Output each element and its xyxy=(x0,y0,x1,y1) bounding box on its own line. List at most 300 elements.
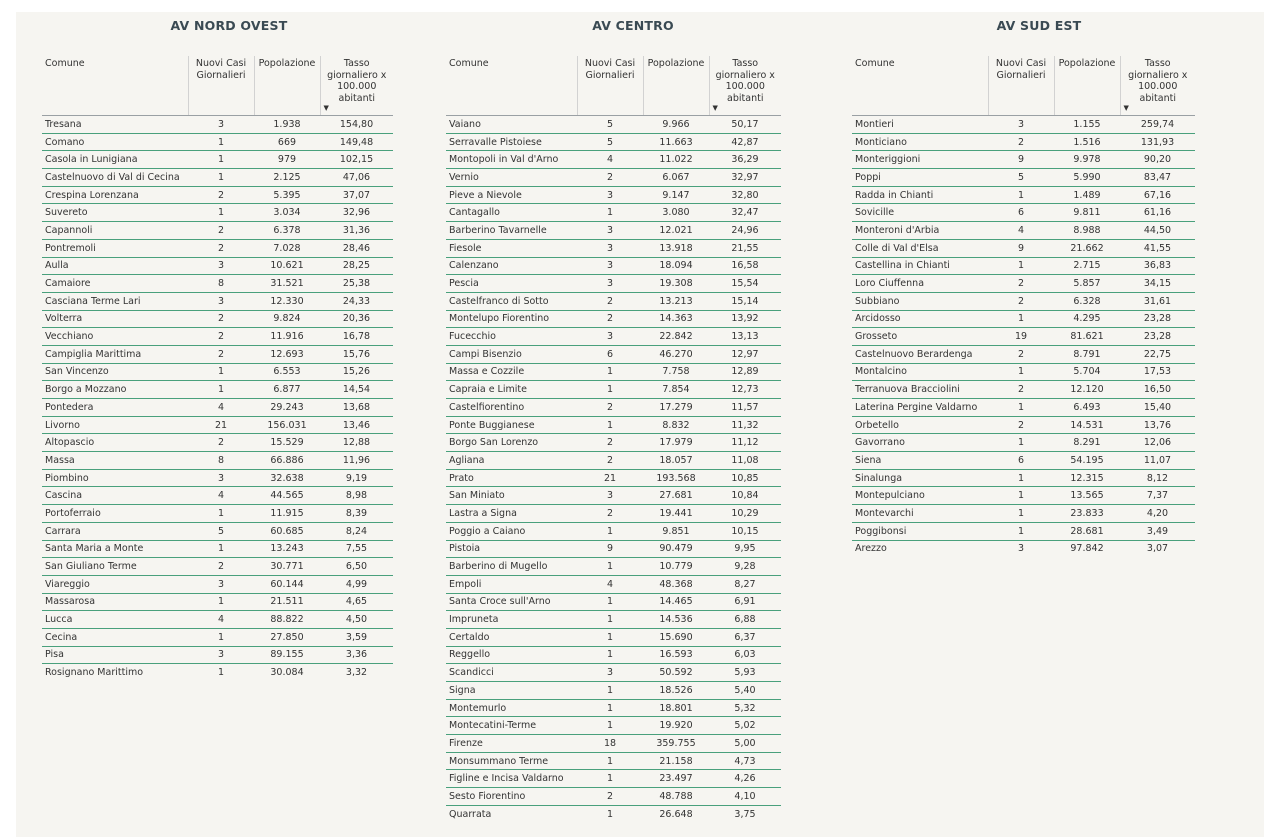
cell-nuovi-casi: 1 xyxy=(188,204,254,222)
cell-nuovi-casi: 1 xyxy=(988,310,1054,328)
cell-comune: Montelupo Fiorentino xyxy=(446,310,577,328)
table-row[interactable] xyxy=(42,558,393,576)
cell-popolazione: 12.693 xyxy=(254,345,320,363)
cell-nuovi-casi: 2 xyxy=(577,399,643,417)
cell-comune: Campi Bisenzio xyxy=(446,345,577,363)
cell-comune: Poggio a Caiano xyxy=(446,522,577,540)
table-row[interactable] xyxy=(446,328,781,346)
cell-nuovi-casi: 2 xyxy=(577,292,643,310)
cell-comune: Suvereto xyxy=(42,204,188,222)
table-row[interactable] xyxy=(446,788,781,806)
header-nuovi-casi[interactable]: Nuovi Casi Giornalieri xyxy=(988,56,1054,116)
table-row[interactable] xyxy=(446,540,781,558)
table-row[interactable] xyxy=(852,169,1195,187)
table-row[interactable] xyxy=(446,381,781,399)
table-row[interactable] xyxy=(42,399,393,417)
cell-nuovi-casi: 2 xyxy=(988,345,1054,363)
header-tasso-label: Tasso giornaliero x 100.000 abitanti xyxy=(1128,58,1188,104)
cell-comune: Comano xyxy=(42,133,188,151)
cell-popolazione: 5.704 xyxy=(1054,363,1120,381)
cell-popolazione: 11.916 xyxy=(254,328,320,346)
cell-nuovi-casi: 2 xyxy=(988,416,1054,434)
table-row[interactable] xyxy=(852,505,1195,523)
table-row[interactable] xyxy=(42,664,393,681)
table-row[interactable] xyxy=(42,116,393,134)
table-row[interactable] xyxy=(852,434,1195,452)
table-row[interactable] xyxy=(446,752,781,770)
cell-nuovi-casi: 1 xyxy=(188,363,254,381)
cell-tasso: 83,47 xyxy=(1120,169,1195,187)
cell-tasso: 8,39 xyxy=(320,505,393,523)
cell-popolazione: 2.125 xyxy=(254,169,320,187)
table-row[interactable] xyxy=(446,257,781,275)
cell-tasso: 259,74 xyxy=(1120,116,1195,134)
cell-popolazione: 14.531 xyxy=(1054,416,1120,434)
cell-nuovi-casi: 5 xyxy=(188,522,254,540)
cell-nuovi-casi: 2 xyxy=(577,310,643,328)
table-row[interactable] xyxy=(446,699,781,717)
cell-tasso: 4,10 xyxy=(709,788,781,806)
table-row[interactable] xyxy=(446,487,781,505)
table-header-row xyxy=(852,56,1195,116)
cell-popolazione: 30.771 xyxy=(254,558,320,576)
table-row[interactable] xyxy=(446,717,781,735)
cell-nuovi-casi: 3 xyxy=(577,275,643,293)
cell-comune: San Vincenzo xyxy=(42,363,188,381)
cell-comune: Pieve a Nievole xyxy=(446,186,577,204)
table-row[interactable] xyxy=(852,151,1195,169)
cell-popolazione: 18.526 xyxy=(643,682,709,700)
table-row[interactable] xyxy=(42,434,393,452)
table-row[interactable] xyxy=(42,593,393,611)
cell-nuovi-casi: 1 xyxy=(577,699,643,717)
cell-comune: Montalcino xyxy=(852,363,988,381)
table-row[interactable] xyxy=(42,222,393,240)
cell-nuovi-casi: 2 xyxy=(988,133,1054,151)
table-row[interactable] xyxy=(852,522,1195,540)
table-row[interactable] xyxy=(42,416,393,434)
table-row[interactable] xyxy=(42,628,393,646)
cell-tasso: 67,16 xyxy=(1120,186,1195,204)
table-row[interactable] xyxy=(42,646,393,664)
header-tasso[interactable] xyxy=(1120,56,1195,116)
cell-popolazione: 19.441 xyxy=(643,505,709,523)
cell-popolazione: 66.886 xyxy=(254,452,320,470)
cell-comune: Vaiano xyxy=(446,116,577,134)
table-row[interactable] xyxy=(446,239,781,257)
table-row[interactable] xyxy=(446,434,781,452)
table-row[interactable] xyxy=(852,381,1195,399)
cell-tasso: 36,83 xyxy=(1120,257,1195,275)
header-tasso[interactable] xyxy=(320,56,393,116)
table-row[interactable] xyxy=(852,204,1195,222)
table-row[interactable] xyxy=(42,292,393,310)
cell-comune: Siena xyxy=(852,452,988,470)
cell-tasso: 10,29 xyxy=(709,505,781,523)
cell-popolazione: 1.516 xyxy=(1054,133,1120,151)
table-row[interactable] xyxy=(446,204,781,222)
table-row[interactable] xyxy=(446,452,781,470)
table-row[interactable] xyxy=(852,239,1195,257)
table-row[interactable] xyxy=(852,540,1195,557)
cell-nuovi-casi: 1 xyxy=(188,505,254,523)
cell-popolazione: 7.758 xyxy=(643,363,709,381)
cell-nuovi-casi: 18 xyxy=(577,735,643,753)
cell-comune: Portoferraio xyxy=(42,505,188,523)
table-row[interactable] xyxy=(446,646,781,664)
table-row[interactable] xyxy=(852,116,1195,134)
cell-popolazione: 90.479 xyxy=(643,540,709,558)
table-row[interactable] xyxy=(446,399,781,417)
table-row[interactable] xyxy=(42,345,393,363)
header-tasso-label: Tasso giornaliero x 100.000 abitanti xyxy=(327,58,387,104)
header-comune[interactable]: Comune xyxy=(446,56,577,116)
cell-comune: Terranuova Bracciolini xyxy=(852,381,988,399)
cell-nuovi-casi: 3 xyxy=(188,646,254,664)
cell-popolazione: 30.084 xyxy=(270,667,304,679)
header-tasso-label: Tasso giornaliero x 100.000 abitanti xyxy=(715,58,775,104)
cell-tasso: 23,28 xyxy=(1120,328,1195,346)
cell-tasso: 13,68 xyxy=(320,399,393,417)
cell-popolazione: 359.755 xyxy=(643,735,709,753)
cell-nuovi-casi: 3 xyxy=(577,239,643,257)
cell-nuovi-casi: 2 xyxy=(577,434,643,452)
cell-popolazione: 8.791 xyxy=(1054,345,1120,363)
cell-popolazione: 7.028 xyxy=(254,239,320,257)
cell-popolazione: 1.155 xyxy=(1054,116,1120,134)
cell-tasso: 7,55 xyxy=(320,540,393,558)
cell-nuovi-casi: 1 xyxy=(988,399,1054,417)
cell-popolazione: 21.662 xyxy=(1054,239,1120,257)
table-row[interactable] xyxy=(446,469,781,487)
cell-popolazione: 1.489 xyxy=(1054,186,1120,204)
table-row[interactable] xyxy=(42,257,393,275)
cell-nuovi-casi: 1 xyxy=(577,416,643,434)
cell-popolazione: 12.330 xyxy=(254,292,320,310)
cell-comune: Colle di Val d'Elsa xyxy=(852,239,988,257)
table-row[interactable] xyxy=(446,222,781,240)
table-row[interactable] xyxy=(446,363,781,381)
cell-tasso: 28,46 xyxy=(320,239,393,257)
table-row[interactable] xyxy=(42,169,393,187)
cell-nuovi-casi: 5 xyxy=(988,169,1054,187)
cell-popolazione: 10.621 xyxy=(254,257,320,275)
cell-tasso: 12,06 xyxy=(1120,434,1195,452)
cell-tasso: 5,40 xyxy=(709,682,781,700)
cell-comune: Lastra a Signa xyxy=(446,505,577,523)
cell-tasso: 6,88 xyxy=(709,611,781,629)
cell-popolazione: 60.685 xyxy=(254,522,320,540)
table-row[interactable] xyxy=(42,204,393,222)
cell-nuovi-casi: 3 xyxy=(188,257,254,275)
cell-comune: Volterra xyxy=(42,310,188,328)
table-row[interactable] xyxy=(446,611,781,629)
cell-tasso: 15,40 xyxy=(1120,399,1195,417)
table-row[interactable] xyxy=(852,469,1195,487)
cell-popolazione: 6.877 xyxy=(254,381,320,399)
region-title: AV NORD OVEST xyxy=(170,18,288,33)
cell-tasso: 15,54 xyxy=(709,275,781,293)
cell-tasso: 10,15 xyxy=(709,522,781,540)
cell-tasso: 5,93 xyxy=(709,664,781,682)
cell-nuovi-casi: 9 xyxy=(988,151,1054,169)
header-comune[interactable]: Comune xyxy=(852,56,988,116)
table-row[interactable] xyxy=(42,239,393,257)
cell-popolazione: 22.842 xyxy=(643,328,709,346)
cell-tasso: 4,73 xyxy=(709,752,781,770)
cell-popolazione: 9.811 xyxy=(1054,204,1120,222)
cell-comune: Reggello xyxy=(446,646,577,664)
cell-nuovi-casi: 6 xyxy=(577,345,643,363)
cell-tasso: 47,06 xyxy=(320,169,393,187)
cell-nuovi-casi: 1 xyxy=(577,646,643,664)
cell-comune: Casola in Lunigiana xyxy=(42,151,188,169)
cell-comune: Grosseto xyxy=(852,328,988,346)
cell-nuovi-casi: 1 xyxy=(577,611,643,629)
cell-comune: Sesto Fiorentino xyxy=(446,788,577,806)
cell-tasso: 6,03 xyxy=(709,646,781,664)
table-row[interactable] xyxy=(42,381,393,399)
cell-comune: Casciana Terme Lari xyxy=(42,292,188,310)
table-row[interactable] xyxy=(446,416,781,434)
comuni-table xyxy=(852,56,1195,557)
table-row[interactable] xyxy=(446,682,781,700)
cell-popolazione: 4.295 xyxy=(1054,310,1120,328)
cell-comune: Barberino di Mugello xyxy=(446,558,577,576)
sort-desc-icon[interactable]: ▼ xyxy=(323,104,329,112)
table-row[interactable] xyxy=(446,628,781,646)
cell-nuovi-casi: 1 xyxy=(188,151,254,169)
table-row[interactable] xyxy=(852,363,1195,381)
header-nuovi-casi[interactable]: Nuovi Casi Giornalieri xyxy=(577,56,643,116)
cell-tasso: 50,17 xyxy=(709,116,781,134)
cell-comune: Scandicci xyxy=(446,664,577,682)
cell-comune: San Giuliano Terme xyxy=(42,558,188,576)
table-row[interactable] xyxy=(42,540,393,558)
table-row[interactable] xyxy=(852,345,1195,363)
header-tasso[interactable] xyxy=(709,56,781,116)
cell-nuovi-casi: 3 xyxy=(577,186,643,204)
cell-popolazione: 15.529 xyxy=(254,434,320,452)
cell-comune: Quarrata xyxy=(449,808,492,820)
cell-comune: Lucca xyxy=(42,611,188,629)
table-row[interactable] xyxy=(42,487,393,505)
cell-tasso: 15,26 xyxy=(320,363,393,381)
cell-tasso: 23,28 xyxy=(1120,310,1195,328)
cell-nuovi-casi: 4 xyxy=(188,487,254,505)
cell-popolazione: 8.832 xyxy=(643,416,709,434)
cell-comune: Altopascio xyxy=(42,434,188,452)
table-row[interactable] xyxy=(852,222,1195,240)
header-popolazione[interactable]: Popolazione xyxy=(643,56,709,116)
cell-nuovi-casi: 3 xyxy=(188,575,254,593)
sort-desc-icon[interactable]: ▼ xyxy=(712,104,718,112)
table-row[interactable] xyxy=(446,345,781,363)
table-row[interactable] xyxy=(42,505,393,523)
table-row[interactable] xyxy=(42,310,393,328)
cell-tasso: 8,24 xyxy=(320,522,393,540)
header-nuovi-casi[interactable]: Nuovi Casi Giornalieri xyxy=(188,56,254,116)
table-row[interactable] xyxy=(42,452,393,470)
cell-tasso: 14,54 xyxy=(320,381,393,399)
table-row[interactable] xyxy=(852,292,1195,310)
cell-nuovi-casi: 2 xyxy=(577,452,643,470)
cell-tasso: 15,76 xyxy=(320,345,393,363)
cell-popolazione: 3.080 xyxy=(643,204,709,222)
cell-popolazione: 11.022 xyxy=(643,151,709,169)
cell-comune: Crespina Lorenzana xyxy=(42,186,188,204)
table-row[interactable] xyxy=(42,611,393,629)
table-row[interactable] xyxy=(446,505,781,523)
cell-tasso: 154,80 xyxy=(320,116,393,134)
cell-comune: Rosignano Marittimo xyxy=(45,667,144,679)
cell-comune: Montevarchi xyxy=(852,505,988,523)
cell-tasso: 6,91 xyxy=(709,593,781,611)
table-row[interactable] xyxy=(42,575,393,593)
table-row[interactable] xyxy=(446,275,781,293)
cell-tasso: 24,33 xyxy=(320,292,393,310)
cell-popolazione: 12.315 xyxy=(1054,469,1120,487)
header-popolazione[interactable]: Popolazione xyxy=(1054,56,1120,116)
table-row[interactable] xyxy=(446,522,781,540)
cell-comune: Sinalunga xyxy=(852,469,988,487)
table-row[interactable] xyxy=(446,133,781,151)
cell-comune: Montepulciano xyxy=(852,487,988,505)
cell-nuovi-casi: 1 xyxy=(988,505,1054,523)
cell-comune: Castelfiorentino xyxy=(446,399,577,417)
table-row[interactable] xyxy=(852,257,1195,275)
table-row[interactable] xyxy=(42,151,393,169)
cell-popolazione: 50.592 xyxy=(643,664,709,682)
cell-tasso: 12,89 xyxy=(709,363,781,381)
cell-comune: San Miniato xyxy=(446,487,577,505)
table-row[interactable] xyxy=(446,169,781,187)
header-comune[interactable]: Comune xyxy=(42,56,188,116)
cell-nuovi-casi: 1 xyxy=(606,808,614,820)
cell-nuovi-casi: 3 xyxy=(1017,543,1025,555)
table-row[interactable] xyxy=(446,151,781,169)
cell-nuovi-casi: 2 xyxy=(188,558,254,576)
cell-comune: Massarosa xyxy=(42,593,188,611)
table-row[interactable] xyxy=(446,805,781,822)
cell-tasso: 8,12 xyxy=(1120,469,1195,487)
cell-tasso: 10,84 xyxy=(709,487,781,505)
table-row[interactable] xyxy=(42,186,393,204)
table-row[interactable] xyxy=(852,310,1195,328)
cell-nuovi-casi: 4 xyxy=(577,151,643,169)
cell-nuovi-casi: 3 xyxy=(577,328,643,346)
cell-tasso: 5,00 xyxy=(709,735,781,753)
cell-nuovi-casi: 4 xyxy=(577,575,643,593)
cell-nuovi-casi: 1 xyxy=(217,667,225,679)
table-row[interactable] xyxy=(852,487,1195,505)
cell-comune: Montecatini-Terme xyxy=(446,717,577,735)
cell-nuovi-casi: 1 xyxy=(577,717,643,735)
table-row[interactable] xyxy=(852,416,1195,434)
table-row[interactable] xyxy=(446,575,781,593)
table-row[interactable] xyxy=(42,133,393,151)
table-row[interactable] xyxy=(446,310,781,328)
table-row[interactable] xyxy=(852,275,1195,293)
table-row[interactable] xyxy=(852,399,1195,417)
table-row[interactable] xyxy=(42,363,393,381)
cell-nuovi-casi: 3 xyxy=(188,469,254,487)
table-row[interactable] xyxy=(446,186,781,204)
table-row[interactable] xyxy=(446,292,781,310)
table-row[interactable] xyxy=(446,558,781,576)
cell-tasso: 11,32 xyxy=(709,416,781,434)
cell-nuovi-casi: 2 xyxy=(577,505,643,523)
table-row[interactable] xyxy=(446,735,781,753)
cell-comune: Figline e Incisa Valdarno xyxy=(446,770,577,788)
sort-desc-icon[interactable]: ▼ xyxy=(1123,104,1129,112)
cell-nuovi-casi: 1 xyxy=(988,363,1054,381)
cell-popolazione: 6.328 xyxy=(1054,292,1120,310)
cell-popolazione: 32.638 xyxy=(254,469,320,487)
cell-nuovi-casi: 2 xyxy=(188,434,254,452)
cell-tasso: 25,38 xyxy=(320,275,393,293)
table-row[interactable] xyxy=(852,133,1195,151)
table-row[interactable] xyxy=(852,328,1195,346)
table-row[interactable] xyxy=(852,452,1195,470)
table-row[interactable] xyxy=(42,328,393,346)
report-panel xyxy=(16,12,1264,837)
cell-comune: Cecina xyxy=(42,628,188,646)
table-row[interactable] xyxy=(42,275,393,293)
cell-tasso: 12,97 xyxy=(709,345,781,363)
cell-tasso: 5,02 xyxy=(709,717,781,735)
cell-popolazione: 11.915 xyxy=(254,505,320,523)
table-header-row xyxy=(446,56,781,116)
table-row[interactable] xyxy=(446,593,781,611)
table-row[interactable] xyxy=(446,116,781,134)
cell-tasso: 3,32 xyxy=(345,667,368,679)
cell-nuovi-casi: 3 xyxy=(577,487,643,505)
cell-tasso: 11,96 xyxy=(320,452,393,470)
table-row[interactable] xyxy=(446,770,781,788)
cell-comune: Empoli xyxy=(446,575,577,593)
cell-tasso: 4,99 xyxy=(320,575,393,593)
cell-tasso: 16,58 xyxy=(709,257,781,275)
cell-nuovi-casi: 3 xyxy=(577,222,643,240)
cell-tasso: 90,20 xyxy=(1120,151,1195,169)
cell-tasso: 4,20 xyxy=(1120,505,1195,523)
cell-nuovi-casi: 1 xyxy=(988,522,1054,540)
table-row[interactable] xyxy=(42,469,393,487)
cell-nuovi-casi: 1 xyxy=(188,593,254,611)
cell-nuovi-casi: 2 xyxy=(188,186,254,204)
table-row[interactable] xyxy=(446,664,781,682)
table-row[interactable] xyxy=(852,186,1195,204)
cell-popolazione: 8.988 xyxy=(1054,222,1120,240)
cell-popolazione: 19.920 xyxy=(643,717,709,735)
cell-popolazione: 23.833 xyxy=(1054,505,1120,523)
cell-popolazione: 193.568 xyxy=(643,469,709,487)
cell-comune: Livorno xyxy=(42,416,188,434)
cell-nuovi-casi: 1 xyxy=(988,257,1054,275)
cell-comune: Massa xyxy=(42,452,188,470)
cell-tasso: 37,07 xyxy=(320,186,393,204)
cell-tasso: 44,50 xyxy=(1120,222,1195,240)
cell-comune: Montemurlo xyxy=(446,699,577,717)
cell-comune: Pisa xyxy=(42,646,188,664)
cell-popolazione: 6.493 xyxy=(1054,399,1120,417)
table-row[interactable] xyxy=(42,522,393,540)
cell-tasso: 5,32 xyxy=(709,699,781,717)
cell-nuovi-casi: 2 xyxy=(188,222,254,240)
cell-popolazione: 89.155 xyxy=(254,646,320,664)
header-popolazione[interactable]: Popolazione xyxy=(254,56,320,116)
